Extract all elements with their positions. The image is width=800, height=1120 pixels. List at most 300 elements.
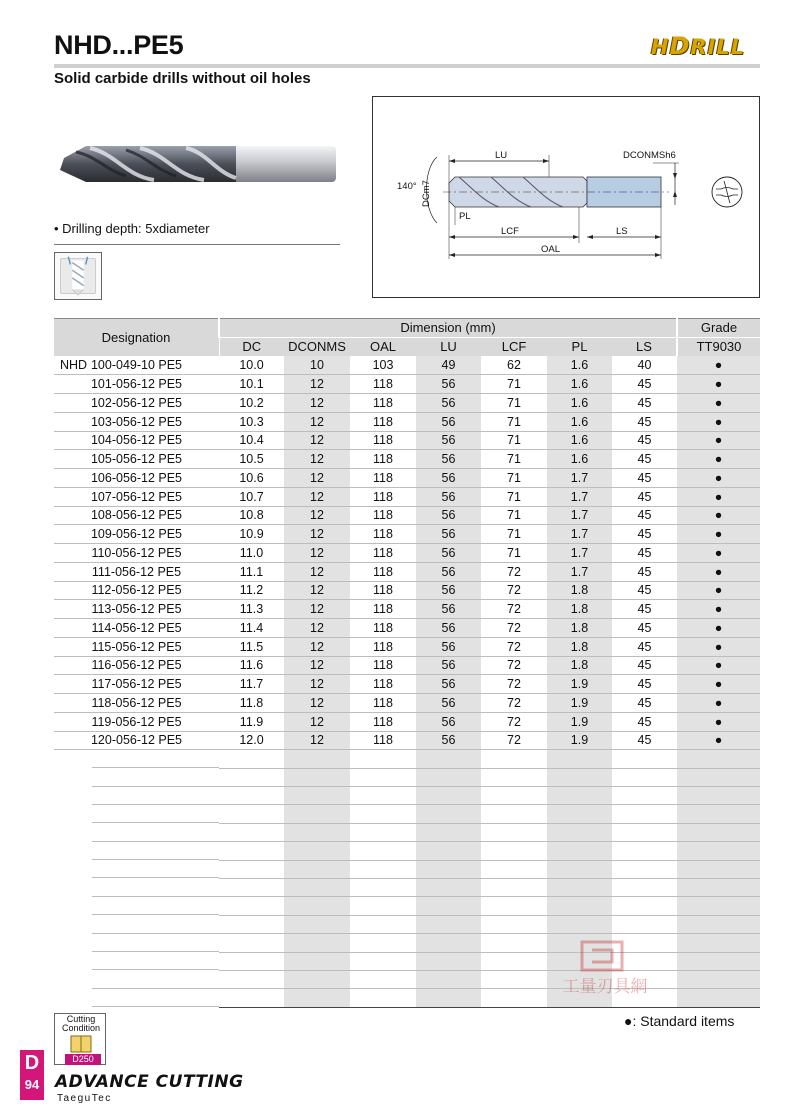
designation-cell: [54, 675, 219, 694]
empty-designation-cell: [54, 989, 219, 1007]
cell-pl: 1.8: [547, 656, 612, 675]
designation-code: 111-056-12 PE5: [91, 564, 182, 579]
cell-dconms: 12: [284, 562, 350, 581]
cell-lu: 56: [416, 450, 481, 469]
cell-dc: 10.8: [219, 506, 284, 525]
cell-grade: ●: [677, 544, 760, 563]
cutting-condition-code: D250: [65, 1054, 101, 1065]
cell-pl: 1.7: [547, 487, 612, 506]
designation-header: Designation: [54, 319, 219, 357]
cell-lcf: 71: [481, 525, 547, 544]
empty-cell: [219, 897, 284, 915]
empty-cell: [284, 842, 350, 860]
empty-cell: [416, 750, 481, 768]
empty-cell: [350, 989, 416, 1007]
cell-ls: 45: [612, 694, 677, 713]
empty-cell: [284, 934, 350, 952]
cell-lcf: 72: [481, 600, 547, 619]
cell-lu: 56: [416, 506, 481, 525]
cell-grade: ●: [677, 712, 760, 731]
empty-cell: [219, 787, 284, 805]
cell-oal: 118: [350, 731, 416, 750]
designation-cell: [54, 375, 219, 394]
empty-designation-cell: [54, 970, 219, 988]
cell-dconms: 12: [284, 450, 350, 469]
cell-oal: 118: [350, 450, 416, 469]
designation-code: 118-056-12 PE5: [91, 695, 182, 710]
empty-cell: [612, 787, 677, 805]
cell-oal: 118: [350, 506, 416, 525]
designation-code: 100-049-10 PE5: [90, 358, 183, 373]
cell-oal: 118: [350, 637, 416, 656]
designation-code: 110-056-12 PE5: [91, 545, 182, 560]
cell-grade: ●: [677, 731, 760, 750]
designation-cell: [54, 562, 219, 581]
cell-lcf: 71: [481, 375, 547, 394]
cell-grade: ●: [677, 356, 760, 375]
designation-code: 108-056-12 PE5: [90, 508, 183, 523]
cell-oal: 103: [350, 356, 416, 375]
cell-dconms: 12: [284, 637, 350, 656]
cell-lu: 56: [416, 656, 481, 675]
empty-cell: [350, 842, 416, 860]
empty-cell: [481, 823, 547, 841]
cell-dc: 11.7: [219, 675, 284, 694]
empty-cell: [416, 952, 481, 970]
cell-oal: 118: [350, 562, 416, 581]
label-dconms: DCONMSh6: [623, 150, 676, 161]
col-lcf: LCF: [481, 337, 547, 356]
empty-designation-cell: [54, 750, 219, 768]
empty-cell: [416, 878, 481, 896]
empty-cell: [416, 915, 481, 933]
empty-cell: [547, 805, 612, 823]
section-letter: D: [24, 1052, 40, 1074]
table-row: [54, 637, 760, 656]
empty-cell: [547, 897, 612, 915]
empty-cell: [350, 823, 416, 841]
cell-dc: 11.1: [219, 562, 284, 581]
designation-code: 113-056-12 PE5: [91, 602, 182, 617]
cell-lcf: 72: [481, 675, 547, 694]
empty-cell: [481, 970, 547, 988]
designation-code: 114-056-12 PE5: [91, 620, 182, 635]
cell-ls: 45: [612, 394, 677, 413]
designation-cell: [54, 600, 219, 619]
cell-pl: 1.8: [547, 600, 612, 619]
cell-pl: 1.6: [547, 375, 612, 394]
empty-row: [54, 842, 760, 860]
empty-cell: [547, 750, 612, 768]
empty-row: [54, 878, 760, 896]
empty-cell: [350, 952, 416, 970]
table-row: [54, 712, 760, 731]
cell-lu: 56: [416, 375, 481, 394]
empty-cell: [677, 787, 760, 805]
empty-cell: [481, 878, 547, 896]
cell-pl: 1.6: [547, 394, 612, 413]
table-row: [54, 581, 760, 600]
empty-cell: [284, 915, 350, 933]
col-ls: LS: [612, 337, 677, 356]
empty-cell: [481, 897, 547, 915]
empty-cell: [219, 823, 284, 841]
table-row: [54, 487, 760, 506]
col-lu: LU: [416, 337, 481, 356]
cell-lcf: 71: [481, 450, 547, 469]
designation-code: 116-056-12 PE5: [91, 658, 182, 673]
brand-logo: ADVANCE CUTTING: [55, 1072, 244, 1092]
empty-designation-cell: [54, 952, 219, 970]
designation-cell: [54, 544, 219, 563]
watermark: [540, 940, 670, 1000]
cell-grade: ●: [677, 394, 760, 413]
book-icon: [69, 1034, 93, 1054]
cell-ls: 45: [612, 544, 677, 563]
cell-grade: ●: [677, 581, 760, 600]
empty-row: [54, 805, 760, 823]
cell-dconms: 12: [284, 731, 350, 750]
cell-lu: 56: [416, 675, 481, 694]
col-dc: DC: [219, 337, 284, 356]
cell-pl: 1.6: [547, 450, 612, 469]
cell-pl: 1.9: [547, 712, 612, 731]
empty-cell: [612, 768, 677, 786]
empty-row: [54, 915, 760, 933]
table-row: [54, 506, 760, 525]
cell-lu: 56: [416, 581, 481, 600]
cell-dc: 11.4: [219, 619, 284, 638]
col-pl: PL: [547, 337, 612, 356]
cell-ls: 45: [612, 375, 677, 394]
cell-grade: ●: [677, 600, 760, 619]
empty-cell: [416, 842, 481, 860]
cell-lu: 56: [416, 469, 481, 488]
empty-designation-cell: [54, 768, 219, 786]
title-rule: [54, 64, 760, 68]
cell-lcf: 72: [481, 619, 547, 638]
cutting-condition-link[interactable]: [54, 1013, 106, 1065]
cell-ls: 45: [612, 675, 677, 694]
empty-cell: [416, 823, 481, 841]
cell-pl: 1.8: [547, 619, 612, 638]
cell-lu: 56: [416, 712, 481, 731]
cell-lu: 56: [416, 544, 481, 563]
empty-designation-cell: [54, 805, 219, 823]
label-oal: OAL: [541, 244, 561, 255]
cell-pl: 1.7: [547, 562, 612, 581]
grade-header: Grade: [677, 319, 760, 338]
cell-grade: ●: [677, 619, 760, 638]
cell-grade: ●: [677, 506, 760, 525]
designation-cell: [54, 694, 219, 713]
cell-lu: 56: [416, 525, 481, 544]
designation-cell: [54, 394, 219, 413]
designation-code: 112-056-12 PE5: [91, 583, 182, 598]
cell-ls: 45: [612, 412, 677, 431]
empty-cell: [219, 952, 284, 970]
empty-cell: [219, 878, 284, 896]
empty-cell: [547, 768, 612, 786]
cell-ls: 45: [612, 487, 677, 506]
cell-dconms: 12: [284, 619, 350, 638]
empty-cell: [284, 805, 350, 823]
cell-dc: 10.1: [219, 375, 284, 394]
cell-dconms: 12: [284, 694, 350, 713]
empty-cell: [284, 823, 350, 841]
cutting-condition-label: Cutting Condition: [61, 1014, 101, 1033]
cell-oal: 118: [350, 525, 416, 544]
empty-cell: [547, 823, 612, 841]
brand-company: TaeguTec: [57, 1093, 112, 1104]
cell-dc: 10.0: [219, 356, 284, 375]
empty-cell: [677, 750, 760, 768]
drill-photo: [56, 136, 340, 192]
cell-pl: 1.8: [547, 581, 612, 600]
cell-lcf: 72: [481, 581, 547, 600]
page-number: 94: [24, 1077, 40, 1092]
empty-cell: [416, 897, 481, 915]
cell-ls: 45: [612, 600, 677, 619]
cell-grade: ●: [677, 375, 760, 394]
cell-dconms: 12: [284, 431, 350, 450]
designation-code: 120-056-12 PE5: [90, 733, 183, 748]
empty-cell: [219, 915, 284, 933]
designation-code: 109-056-12 PE5: [90, 527, 183, 542]
cell-oal: 118: [350, 675, 416, 694]
cell-lcf: 71: [481, 506, 547, 525]
cell-oal: 118: [350, 469, 416, 488]
designation-cell: [54, 637, 219, 656]
designation-code: 102-056-12 PE5: [90, 395, 183, 410]
cell-pl: 1.7: [547, 525, 612, 544]
empty-cell: [677, 915, 760, 933]
empty-row: [54, 897, 760, 915]
empty-cell: [350, 970, 416, 988]
table-row: [54, 394, 760, 413]
empty-cell: [219, 750, 284, 768]
cell-ls: 45: [612, 656, 677, 675]
cell-dc: 11.5: [219, 637, 284, 656]
empty-cell: [481, 860, 547, 878]
empty-cell: [481, 805, 547, 823]
cell-lcf: 72: [481, 694, 547, 713]
empty-cell: [612, 915, 677, 933]
empty-cell: [219, 768, 284, 786]
cell-dc: 11.9: [219, 712, 284, 731]
designation-code: 107-056-12 PE5: [90, 489, 183, 504]
cell-dc: 11.0: [219, 544, 284, 563]
table-row: [54, 412, 760, 431]
empty-cell: [219, 989, 284, 1007]
dimension-diagram: [372, 96, 760, 298]
empty-cell: [677, 842, 760, 860]
empty-cell: [416, 768, 481, 786]
table-row: [54, 600, 760, 619]
empty-designation-cell: [54, 823, 219, 841]
empty-cell: [416, 860, 481, 878]
cell-ls: 45: [612, 431, 677, 450]
empty-designation-cell: [54, 878, 219, 896]
col-oal: OAL: [350, 337, 416, 356]
empty-cell: [416, 805, 481, 823]
drilling-depth-note: • Drilling depth: 5xdiameter: [54, 221, 210, 236]
designation-cell: [54, 581, 219, 600]
cell-lu: 56: [416, 694, 481, 713]
designation-cell: [54, 412, 219, 431]
empty-designation-cell: [54, 842, 219, 860]
cell-dc: 11.6: [219, 656, 284, 675]
empty-cell: [677, 934, 760, 952]
page-title: NHD...PE5: [54, 30, 184, 60]
depth-icon: [54, 252, 102, 300]
designation-cell: [54, 431, 219, 450]
cell-dconms: 12: [284, 600, 350, 619]
cell-grade: ●: [677, 637, 760, 656]
cell-lcf: 72: [481, 712, 547, 731]
cell-lu: 56: [416, 412, 481, 431]
table-row: [54, 469, 760, 488]
designation-code: 117-056-12 PE5: [91, 677, 182, 692]
empty-cell: [284, 970, 350, 988]
cell-lcf: 72: [481, 637, 547, 656]
empty-cell: [677, 897, 760, 915]
section-tab: [20, 1050, 44, 1100]
empty-cell: [677, 823, 760, 841]
designation-code: 105-056-12 PE5: [90, 452, 183, 467]
cell-ls: 45: [612, 712, 677, 731]
label-dc: DCm7: [421, 180, 432, 207]
cell-lu: 56: [416, 637, 481, 656]
empty-cell: [677, 989, 760, 1007]
label-ls: LS: [616, 226, 628, 237]
table-row: [54, 356, 760, 375]
empty-cell: [219, 805, 284, 823]
cell-dc: 11.2: [219, 581, 284, 600]
empty-cell: [481, 750, 547, 768]
empty-cell: [677, 768, 760, 786]
empty-cell: [284, 750, 350, 768]
cell-dconms: 12: [284, 506, 350, 525]
empty-cell: [677, 878, 760, 896]
empty-cell: [612, 750, 677, 768]
empty-cell: [612, 878, 677, 896]
empty-row: [54, 750, 760, 768]
empty-cell: [547, 787, 612, 805]
empty-cell: [677, 952, 760, 970]
empty-designation-cell: [54, 787, 219, 805]
cell-dc: 10.5: [219, 450, 284, 469]
empty-cell: [416, 934, 481, 952]
designation-cell: [54, 525, 219, 544]
empty-cell: [677, 860, 760, 878]
cell-grade: ●: [677, 562, 760, 581]
designation-cell: [54, 506, 219, 525]
designation-code: 115-056-12 PE5: [91, 639, 182, 654]
designation-code: 119-056-12 PE5: [91, 714, 182, 729]
cell-grade: ●: [677, 450, 760, 469]
cell-oal: 118: [350, 431, 416, 450]
designation-cell: [54, 656, 219, 675]
cell-grade: ●: [677, 412, 760, 431]
table-row: [54, 375, 760, 394]
designation-cell: [54, 487, 219, 506]
cell-lcf: 71: [481, 394, 547, 413]
cell-lcf: 71: [481, 431, 547, 450]
cell-grade: ●: [677, 694, 760, 713]
cell-lcf: 72: [481, 562, 547, 581]
cell-oal: 118: [350, 487, 416, 506]
table-row: [54, 694, 760, 713]
designation-prefix: NHD: [60, 358, 88, 373]
cell-oal: 118: [350, 375, 416, 394]
cell-oal: 118: [350, 394, 416, 413]
col-grade-tt9030: TT9030: [677, 337, 760, 356]
empty-row: [54, 787, 760, 805]
table-row: [54, 562, 760, 581]
cell-dc: 10.7: [219, 487, 284, 506]
cell-oal: 118: [350, 581, 416, 600]
cell-oal: 118: [350, 412, 416, 431]
cell-pl: 1.6: [547, 356, 612, 375]
watermark-text: 工量刃具網: [562, 977, 648, 997]
cell-pl: 1.8: [547, 637, 612, 656]
cell-ls: 45: [612, 450, 677, 469]
empty-cell: [350, 934, 416, 952]
table-row: [54, 675, 760, 694]
designation-cell: [54, 619, 219, 638]
table-body: [54, 356, 760, 1007]
cell-ls: 45: [612, 525, 677, 544]
empty-cell: [481, 915, 547, 933]
empty-cell: [416, 989, 481, 1007]
designation-code: 104-056-12 PE5: [90, 433, 183, 448]
cell-ls: 45: [612, 619, 677, 638]
cell-oal: 118: [350, 656, 416, 675]
label-lu: LU: [495, 150, 508, 161]
empty-cell: [677, 805, 760, 823]
label-pl: PL: [459, 211, 471, 222]
cell-dc: 10.9: [219, 525, 284, 544]
empty-cell: [284, 897, 350, 915]
designation-code: 103-056-12 PE5: [90, 414, 183, 429]
cell-pl: 1.7: [547, 544, 612, 563]
cell-dconms: 12: [284, 581, 350, 600]
cell-pl: 1.9: [547, 675, 612, 694]
empty-cell: [284, 952, 350, 970]
cell-dconms: 12: [284, 487, 350, 506]
empty-designation-cell: [54, 897, 219, 915]
empty-cell: [547, 915, 612, 933]
label-lcf: LCF: [501, 226, 519, 237]
designation-cell: [54, 712, 219, 731]
empty-cell: [612, 805, 677, 823]
cell-dc: 10.6: [219, 469, 284, 488]
empty-cell: [350, 750, 416, 768]
table-row: [54, 656, 760, 675]
cell-pl: 1.9: [547, 694, 612, 713]
empty-cell: [481, 842, 547, 860]
empty-cell: [612, 860, 677, 878]
cell-dconms: 12: [284, 412, 350, 431]
cell-lu: 56: [416, 600, 481, 619]
designation-code: 101-056-12 PE5: [90, 377, 183, 392]
empty-cell: [612, 842, 677, 860]
table-row: [54, 431, 760, 450]
empty-designation-cell: [54, 934, 219, 952]
table-row: [54, 450, 760, 469]
cell-lcf: 72: [481, 656, 547, 675]
